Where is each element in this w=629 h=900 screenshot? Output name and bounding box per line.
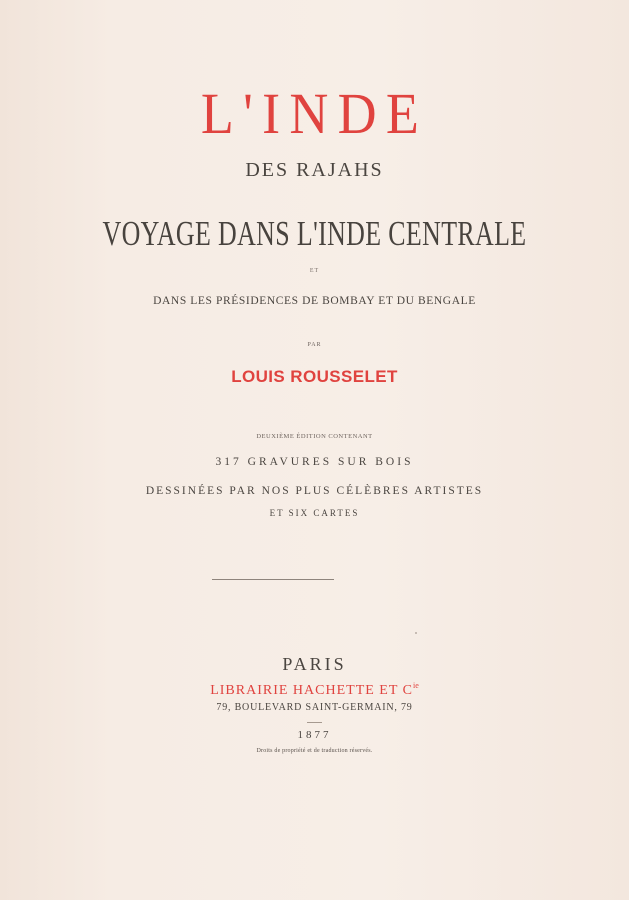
maps-note: ET SIX CARTES bbox=[269, 508, 360, 518]
publisher-suffix: ie bbox=[413, 681, 419, 690]
book-title: L'INDE bbox=[200, 81, 429, 146]
year-rule bbox=[307, 722, 322, 723]
paper-speck bbox=[415, 632, 417, 634]
presidences-heading: DANS LES PRÉSIDENCES DE BOMBAY ET DU BENGALE bbox=[153, 295, 476, 307]
section-divider bbox=[212, 579, 334, 580]
author-name: LOUIS ROUSSELET bbox=[231, 367, 398, 386]
rights-notice: Droits de propriété et de traduction réservés. bbox=[256, 748, 373, 754]
edition-note: DEUXIÈME ÉDITION CONTENANT bbox=[256, 433, 373, 440]
par-text: PAR bbox=[307, 342, 322, 348]
engravings-count: 317 GRAVURES SUR BOIS bbox=[215, 456, 414, 468]
publisher-label: LIBRAIRIE HACHETTE ET C bbox=[210, 683, 413, 698]
publication-year: 1877 bbox=[297, 729, 332, 741]
publication-city: PARIS bbox=[282, 654, 347, 674]
publisher-address: 79, BOULEVARD SAINT-GERMAIN, 79 bbox=[216, 702, 413, 713]
book-subtitle: DES RAJAHS bbox=[245, 159, 384, 181]
artists-note: DESSINÉES PAR NOS PLUS CÉLÈBRES ARTISTES bbox=[145, 485, 484, 497]
conjunction-text: ET bbox=[309, 268, 320, 274]
publisher-name bbox=[0, 682, 629, 698]
voyage-heading: VOYAGE DANS L'INDE CENTRALE bbox=[102, 214, 527, 253]
